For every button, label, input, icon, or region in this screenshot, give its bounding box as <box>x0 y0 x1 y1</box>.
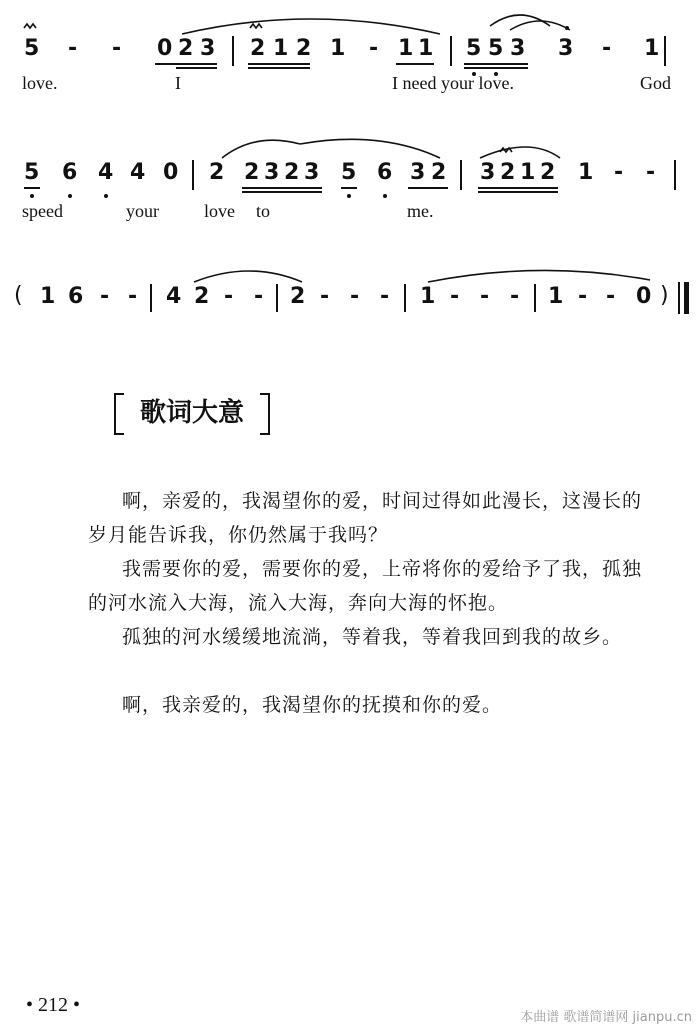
note-dash: - <box>380 284 390 309</box>
note: 1 <box>398 36 414 61</box>
note: 1 <box>330 36 346 61</box>
note: 5 <box>24 160 40 185</box>
note-dash: - <box>614 160 624 185</box>
slur <box>300 139 440 158</box>
note: 2 <box>209 160 225 185</box>
lyric: me. <box>407 201 434 221</box>
note-dash: - <box>224 284 234 309</box>
slur <box>222 140 300 158</box>
note: 2 <box>244 160 260 185</box>
note: 2 <box>178 36 194 61</box>
note: 2 <box>296 36 312 61</box>
lyric: love <box>204 201 235 221</box>
note: 3 <box>558 36 574 61</box>
lyrics-paragraph: 啊，我亲爱的，我渴望你的抚摸和你的爱。 <box>122 694 503 716</box>
lyric: I need your love. <box>392 73 514 93</box>
lyrics-paragraph: 啊，亲爱的，我渴望你的爱，时间过得如此漫长，这漫长的岁月能告诉我，你仍然属于我吗？ <box>88 490 643 546</box>
note-dash: - <box>350 284 360 309</box>
note: 3 <box>264 160 280 185</box>
note: 1 <box>548 284 564 309</box>
note: 1 <box>273 36 289 61</box>
note-dash: - <box>369 36 379 61</box>
lyrics-paragraph: 我需要你的爱，需要你的爱，上帝将你的爱给予了我，孤独的河水流入大海，流入大海，奔向大海的怀抱。 <box>88 558 643 614</box>
note-dash: - <box>606 284 616 309</box>
lyric: your <box>126 201 159 221</box>
lyric: speed <box>22 201 63 221</box>
note-dash: - <box>254 284 264 309</box>
section-heading <box>114 393 270 433</box>
lyric: to <box>256 201 271 221</box>
note: 1 <box>520 160 536 185</box>
note-dash: - <box>112 36 122 61</box>
note: 3 <box>410 160 426 185</box>
note-dash: - <box>510 284 520 309</box>
note-dash: - <box>320 284 330 309</box>
note: 5 <box>466 36 482 61</box>
note: 4 <box>166 284 182 309</box>
note: 2 <box>194 284 210 309</box>
note: 1 <box>578 160 594 185</box>
watermark: 本曲谱 歌谱简谱网 jianpu.cn <box>520 1010 692 1025</box>
note: 0 <box>157 36 173 61</box>
slur <box>182 19 440 34</box>
note-dash: - <box>602 36 612 61</box>
lyric: God <box>640 73 671 93</box>
note: 2 <box>290 284 306 309</box>
note: 6 <box>377 160 393 185</box>
note-dash: - <box>100 284 110 309</box>
note: 2 <box>500 160 516 185</box>
note: 3 <box>304 160 320 185</box>
note: 2 <box>431 160 447 185</box>
note: 0 <box>636 284 652 309</box>
note: 1 <box>420 284 436 309</box>
bracket-right <box>260 393 270 435</box>
slur <box>428 270 650 282</box>
note: 5 <box>488 36 504 61</box>
note-dash: - <box>646 160 656 185</box>
note: 3 <box>510 36 526 61</box>
note: 2 <box>250 36 266 61</box>
page-number: • 212 • <box>26 994 81 1016</box>
note: 4 <box>130 160 146 185</box>
note: 2 <box>540 160 556 185</box>
note: 1 <box>418 36 434 61</box>
slur <box>510 21 570 30</box>
section-heading-text: 歌词大意 <box>139 398 244 428</box>
note-dash: - <box>450 284 460 309</box>
lyric: I <box>175 73 181 93</box>
lyric: love. <box>22 73 58 93</box>
note: 2 <box>284 160 300 185</box>
note: 4 <box>98 160 114 185</box>
note: 1 <box>644 36 660 61</box>
note: 5 <box>24 36 40 61</box>
note: 1 <box>40 284 56 309</box>
note-dash: - <box>578 284 588 309</box>
ornament-mordent <box>24 24 36 28</box>
note-dash: - <box>128 284 138 309</box>
note: 5 <box>341 160 357 185</box>
lyrics-paragraph: 孤独的河水缓缓地流淌，等着我，等着我回到我的故乡。 <box>122 626 623 648</box>
note: 3 <box>200 36 216 61</box>
note-dash: - <box>480 284 490 309</box>
slur <box>194 271 302 282</box>
note-dash: - <box>68 36 78 61</box>
slur <box>480 147 560 158</box>
open-paren: ( <box>14 283 23 308</box>
close-paren: ) <box>660 283 669 308</box>
note: 0 <box>163 160 179 185</box>
ornament-mordent <box>250 24 262 28</box>
note: 6 <box>62 160 78 185</box>
note: 3 <box>480 160 496 185</box>
bracket-left <box>114 393 124 435</box>
note: 6 <box>68 284 84 309</box>
